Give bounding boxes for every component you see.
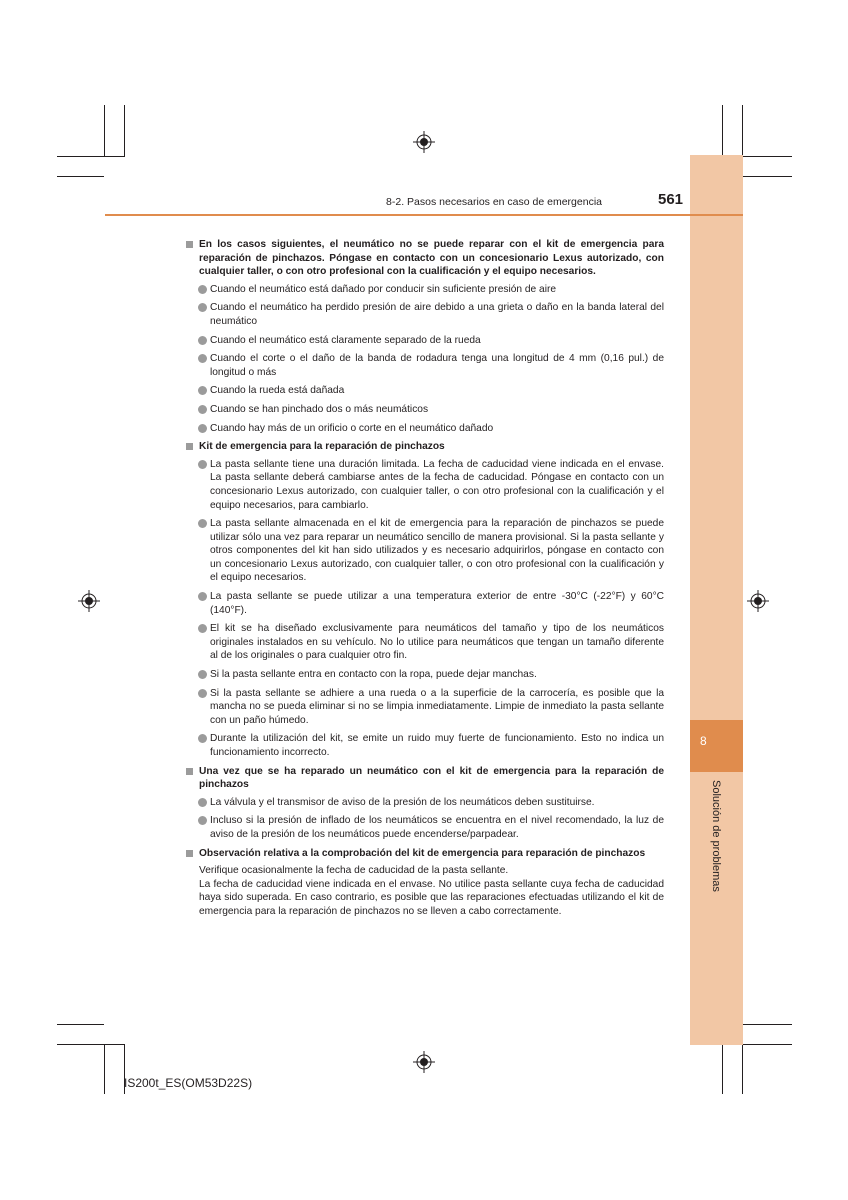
list-item [186,352,664,379]
bullet-icon [198,592,207,601]
registration-mark-icon [747,590,769,612]
crop-mark [742,1044,792,1045]
page-number: 561 [658,191,684,208]
list-item-text: La pasta sellante tiene una duración limitada. La fecha de caducidad viene indicada en el envase. La pasta sellante deberá cambiarse antes de la fecha de caducidad. Póngase en contacto con un concesionario Lexus autorizado, con cualquier taller, o con otro profesional con la cualificación y el equipo necesarios, para cambiarlo. [210,458,664,511]
crop-mark [722,1044,723,1094]
section-title: Una vez que se ha reparado un neumático con el kit de emergencia para la reparación de pinchazos [199,765,664,791]
list-item [186,668,664,682]
paragraph: Verifique ocasionalmente la fecha de caducidad de la pasta sellante. [199,865,509,877]
page-content [186,238,664,923]
registration-mark-icon [413,1051,435,1073]
section-unrepairable-cases [186,238,664,435]
crop-mark [742,1024,792,1025]
list-item-text: Cuando el neumático está dañado por conducir sin suficiente presión de aire [210,283,557,295]
crop-mark [57,156,125,157]
registration-mark-icon [413,131,435,153]
header-rule [105,214,743,216]
section-title: Kit de emergencia para la reparación de pinchazos [199,441,445,453]
list-item-text: Durante la utilización del kit, se emite un ruido muy fuerte de funcionamiento. Esto no indica un funcionamiento incorrecto. [210,733,664,758]
crop-mark [742,1044,743,1094]
bullet-icon [198,354,207,363]
list-item [186,422,664,436]
list-item [186,334,664,348]
section-header-title: 8-2. Pasos necesarios en caso de emergencia [386,196,602,208]
list-item [186,687,664,728]
list-item [186,301,664,328]
bullet-icon [198,670,207,679]
bullet-icon [198,386,207,395]
bullet-icon [198,519,207,528]
list-item-text: La válvula y el transmisor de aviso de la presión de los neumáticos deben sustituirse. [210,796,595,808]
bullet-icon [198,734,207,743]
crop-mark [57,1044,125,1045]
list-item-text: El kit se ha diseñado exclusivamente para neumáticos del tamaño y tipo de los neumáticos originales instalados en su vehículo. No lo utilice para neumáticos que tengan un tamaño diferente al de los originales o para cualquier otro fin. [210,623,664,662]
bullet-list [186,283,664,435]
crop-mark [104,1044,105,1094]
crop-mark [742,156,792,157]
list-item [186,403,664,417]
list-item [186,458,664,512]
list-item-text: Cuando el neumático está claramente separado de la rueda [210,334,481,346]
bullet-icon [198,624,207,633]
crop-mark [57,1024,104,1025]
bullet-icon [198,424,207,433]
list-item [186,796,664,810]
chapter-number: 8 [700,734,707,748]
section-title: En los casos siguientes, el neumático no se puede reparar con el kit de emergencia para reparación de pinchazos. Póngase en contacto con un concesionario Lexus autorizado, con cualquier taller, o con otro profesional con la cualificación y el equipo necesarios. [199,239,664,278]
chapter-label: Solución de problemas [710,780,722,892]
section-square-icon [186,850,193,857]
bullet-icon [198,689,207,698]
list-item [186,814,664,841]
crop-mark [742,105,743,157]
list-item-text: Si la pasta sellante entra en contacto con la ropa, puede dejar manchas. [210,669,537,681]
chapter-number-tab [690,720,743,772]
bullet-icon [198,816,207,825]
crop-mark [57,176,104,177]
list-item-text: Si la pasta sellante se adhiere a una rueda o a la superficie de la carrocería, es posible que la mancha no se pueda eliminar si no se limpia inmediatamente. Limpie de inmediato la pasta sellante con un paño húmedo. [210,687,664,726]
list-item [186,283,664,297]
list-item-text: Cuando hay más de un orificio o corte en el neumático dañado [210,422,494,434]
list-item-text: Cuando la rueda está dañada [210,385,345,397]
section-square-icon [186,768,193,775]
section-title: Observación relativa a la comprobación del kit de emergencia para reparación de pinchazos [199,847,646,859]
registration-mark-icon [78,590,100,612]
bullet-icon [198,798,207,807]
list-item-text: La pasta sellante almacenada en el kit de emergencia para la reparación de pinchazos se puede utilizar sólo una vez para reparar un neumático sencillo de manera provisional. Si la pasta sellante y otros componentes del kit han sido utilizados y es necesario adquirirlos, póngase en contacto con un concesionario Lexus autorizado, con cualquier taller, o con otro profesional con la cualificación y el equipo necesarios. [210,518,664,584]
list-item [186,517,664,585]
paragraph: La fecha de caducidad viene indicada en el envase. No utilice pasta sellante cuya fecha de caducidad haya sido superada. En caso contrario, es posible que las reparaciones efectuadas utilizando el kit de emergencia para la reparación de pinchazos no se lleven a cabo correctamente. [199,878,664,917]
bullet-icon [198,405,207,414]
chapter-side-tab [690,155,743,1045]
section-repair-kit [186,440,664,759]
bullet-list [186,796,664,842]
document-code: IS200t_ES(OM53D22S) [124,1076,253,1090]
bullet-icon [198,303,207,312]
list-item [186,732,664,759]
list-item [186,384,664,398]
crop-mark [104,105,105,157]
bullet-icon [198,336,207,345]
section-kit-check [186,847,664,919]
crop-mark [722,105,723,157]
crop-mark [742,176,792,177]
bullet-icon [198,460,207,469]
crop-mark [124,105,125,157]
section-square-icon [186,241,193,248]
list-item [186,590,664,617]
list-item-text: Incluso si la presión de inflado de los neumáticos se encuentra en el nivel recomendado, la luz de aviso de la presión de los neumáticos puede encenderse/parpadear. [210,815,664,840]
list-item-text: Cuando se han pinchado dos o más neumáticos [210,403,429,415]
list-item-text: Cuando el neumático ha perdido presión de aire debido a una grieta o daño en la banda lateral del neumático [210,302,664,327]
section-after-repair [186,765,664,842]
bullet-list [186,458,664,760]
list-item-text: La pasta sellante se puede utilizar a una temperatura exterior de entre -30°C (-22°F) y 60°C (140°F). [210,591,664,616]
list-item [186,622,664,663]
section-square-icon [186,443,193,450]
list-item-text: Cuando el corte o el daño de la banda de rodadura tenga una longitud de 4 mm (0,16 pul.) de longitud o más [210,353,664,378]
bullet-icon [198,285,207,294]
